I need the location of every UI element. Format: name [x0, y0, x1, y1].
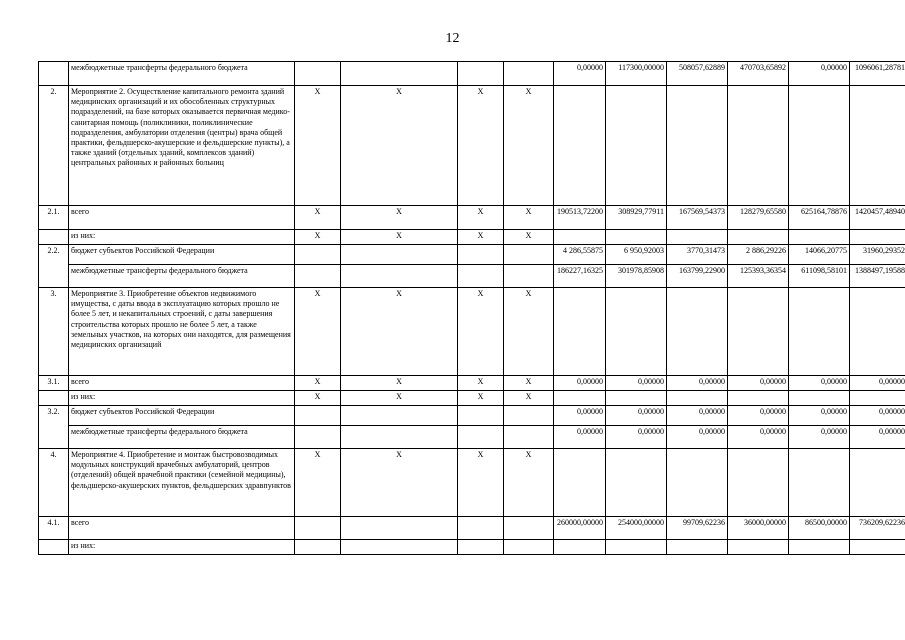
- value-cell: [850, 540, 905, 555]
- table-row: [39, 62, 905, 86]
- value-cell: 508057,62889: [667, 62, 728, 86]
- mark-cell: [458, 265, 504, 288]
- table-row: [39, 86, 905, 206]
- value-cell: [850, 288, 905, 376]
- row-number: 2.: [39, 86, 69, 206]
- value-cell: [606, 230, 667, 245]
- value-cell: [789, 86, 850, 206]
- mark-cell: [504, 406, 554, 426]
- mark-cell: [341, 245, 458, 265]
- value-cell: 1388497,19588: [850, 265, 905, 288]
- row-number: 2.2.: [39, 245, 69, 288]
- mark-cell: [504, 62, 554, 86]
- mark-cell: [295, 406, 341, 426]
- value-cell: 117300,00000: [606, 62, 667, 86]
- mark-cell: [341, 62, 458, 86]
- value-cell: 0,00000: [667, 376, 728, 391]
- table-row: [39, 376, 905, 391]
- value-cell: 0,00000: [850, 376, 905, 391]
- value-cell: 625164,78876: [789, 206, 850, 230]
- mark-cell: [504, 540, 554, 555]
- value-cell: [728, 86, 789, 206]
- table-row: [39, 230, 905, 245]
- value-cell: 260000,00000: [554, 517, 606, 540]
- row-name: Мероприятие 2. Осуществление капитального ремонта зданий медицинских организаций и их обособленных структурных подразделений, на базе которых оказывается первичная медико-санитарная помощь (поликлиники, поликлинические подразделения, амбулатории отделения (центры) врача общей практики, фельдшерско-акушерские и фельдшерские пункты), а также зданий (отдельных зданий, комплексов зданий) центральных районных и районных больниц: [69, 86, 295, 206]
- row-number: [39, 62, 69, 86]
- value-cell: [667, 86, 728, 206]
- row-number: 4.1.: [39, 517, 69, 540]
- mark-cell: [341, 517, 458, 540]
- row-number: [39, 391, 69, 406]
- mark-cell: X: [295, 376, 341, 391]
- mark-cell: [341, 540, 458, 555]
- value-cell: [850, 391, 905, 406]
- value-cell: 1096061,28781: [850, 62, 905, 86]
- row-number: [39, 540, 69, 555]
- mark-cell: [458, 540, 504, 555]
- mark-cell: X: [341, 288, 458, 376]
- row-name: межбюджетные трансферты федерального бюджета: [69, 62, 295, 86]
- value-cell: 99709,62236: [667, 517, 728, 540]
- mark-cell: X: [295, 449, 341, 517]
- value-cell: 0,00000: [554, 426, 606, 449]
- mark-cell: X: [341, 391, 458, 406]
- mark-cell: [295, 62, 341, 86]
- value-cell: [728, 288, 789, 376]
- mark-cell: [458, 62, 504, 86]
- row-name: из них:: [69, 391, 295, 406]
- row-name: из них:: [69, 540, 295, 555]
- mark-cell: [504, 265, 554, 288]
- value-cell: [606, 540, 667, 555]
- mark-cell: X: [504, 376, 554, 391]
- row-number: 4.: [39, 449, 69, 517]
- table-row: [39, 449, 905, 517]
- value-cell: [850, 230, 905, 245]
- mark-cell: X: [504, 288, 554, 376]
- value-cell: [667, 230, 728, 245]
- value-cell: 470703,65892: [728, 62, 789, 86]
- mark-cell: X: [504, 230, 554, 245]
- mark-cell: [295, 245, 341, 265]
- row-name: всего: [69, 376, 295, 391]
- value-cell: 0,00000: [667, 426, 728, 449]
- value-cell: 125393,36354: [728, 265, 789, 288]
- row-name: межбюджетные трансферты федерального бюджета: [69, 265, 295, 288]
- value-cell: [554, 230, 606, 245]
- value-cell: 6 950,92003: [606, 245, 667, 265]
- mark-cell: X: [295, 288, 341, 376]
- mark-cell: X: [458, 206, 504, 230]
- value-cell: [789, 230, 850, 245]
- mark-cell: [295, 540, 341, 555]
- row-number: 3.1.: [39, 376, 69, 391]
- mark-cell: [341, 265, 458, 288]
- mark-cell: [341, 406, 458, 426]
- mark-cell: X: [458, 449, 504, 517]
- budget-table: [38, 61, 905, 555]
- value-cell: [789, 449, 850, 517]
- table-row: [39, 406, 905, 426]
- mark-cell: X: [341, 206, 458, 230]
- value-cell: 86500,00000: [789, 517, 850, 540]
- mark-cell: [504, 426, 554, 449]
- value-cell: 0,00000: [554, 406, 606, 426]
- value-cell: 0,00000: [606, 376, 667, 391]
- row-name: Мероприятие 4. Приобретение и монтаж быстровозводимых модульных конструкций врачебных амбулаторий, центров (отделений) общей врачебной практики (семейной медицины), фельдшерско-акушерских пунктов, фельдшерских здравпунктов: [69, 449, 295, 517]
- value-cell: 0,00000: [606, 426, 667, 449]
- table-row: [39, 426, 905, 449]
- mark-cell: X: [295, 206, 341, 230]
- value-cell: [850, 86, 905, 206]
- value-cell: 0,00000: [667, 406, 728, 426]
- mark-cell: [458, 406, 504, 426]
- value-cell: 2 886,29226: [728, 245, 789, 265]
- value-cell: 0,00000: [554, 376, 606, 391]
- row-name: всего: [69, 517, 295, 540]
- mark-cell: [458, 517, 504, 540]
- value-cell: 301978,85908: [606, 265, 667, 288]
- value-cell: 186227,16325: [554, 265, 606, 288]
- value-cell: 0,00000: [789, 62, 850, 86]
- value-cell: 0,00000: [728, 376, 789, 391]
- mark-cell: [295, 426, 341, 449]
- mark-cell: [458, 426, 504, 449]
- value-cell: [789, 391, 850, 406]
- value-cell: 611098,58101: [789, 265, 850, 288]
- value-cell: [667, 288, 728, 376]
- value-cell: [606, 86, 667, 206]
- value-cell: [728, 449, 789, 517]
- value-cell: 0,00000: [554, 62, 606, 86]
- value-cell: [606, 288, 667, 376]
- mark-cell: X: [341, 86, 458, 206]
- table-row: [39, 245, 905, 265]
- value-cell: [728, 391, 789, 406]
- row-name: из них:: [69, 230, 295, 245]
- mark-cell: [504, 245, 554, 265]
- row-number: 2.1.: [39, 206, 69, 230]
- mark-cell: [341, 426, 458, 449]
- table-row: [39, 288, 905, 376]
- mark-cell: X: [458, 86, 504, 206]
- mark-cell: X: [458, 288, 504, 376]
- mark-cell: X: [504, 86, 554, 206]
- value-cell: [728, 230, 789, 245]
- value-cell: 0,00000: [606, 406, 667, 426]
- mark-cell: X: [504, 391, 554, 406]
- value-cell: 14066,20775: [789, 245, 850, 265]
- row-name: бюджет субъектов Российской Федерации: [69, 406, 295, 426]
- value-cell: 167569,54373: [667, 206, 728, 230]
- value-cell: 0,00000: [789, 406, 850, 426]
- value-cell: 0,00000: [789, 376, 850, 391]
- mark-cell: X: [504, 206, 554, 230]
- value-cell: 4 286,55875: [554, 245, 606, 265]
- value-cell: [606, 449, 667, 517]
- value-cell: 190513,72200: [554, 206, 606, 230]
- value-cell: [554, 449, 606, 517]
- row-name: бюджет субъектов Российской Федерации: [69, 245, 295, 265]
- value-cell: 128279,65580: [728, 206, 789, 230]
- row-number: 3.2.: [39, 406, 69, 449]
- value-cell: 736209,62236: [850, 517, 905, 540]
- value-cell: [850, 449, 905, 517]
- value-cell: 0,00000: [728, 406, 789, 426]
- value-cell: 3770,31473: [667, 245, 728, 265]
- mark-cell: X: [341, 230, 458, 245]
- row-name: всего: [69, 206, 295, 230]
- value-cell: [554, 391, 606, 406]
- value-cell: 1420457,48940: [850, 206, 905, 230]
- row-number: 3.: [39, 288, 69, 376]
- table-row: [39, 206, 905, 230]
- value-cell: [667, 540, 728, 555]
- row-name: межбюджетные трансферты федерального бюджета: [69, 426, 295, 449]
- value-cell: 308929,77911: [606, 206, 667, 230]
- mark-cell: [458, 245, 504, 265]
- value-cell: [728, 540, 789, 555]
- value-cell: 0,00000: [728, 426, 789, 449]
- table-row: [39, 517, 905, 540]
- row-name: Мероприятие 3. Приобретение объектов недвижимого имущества, с даты ввода в эксплуатацию которых прошло не более 5 лет, и некапитальных строений, с даты завершения строительства которых прошло не более 5 лет, а также земельных участков, на которых они находятся, для размещения медицинских организаций: [69, 288, 295, 376]
- value-cell: 0,00000: [850, 426, 905, 449]
- mark-cell: X: [295, 86, 341, 206]
- mark-cell: X: [458, 230, 504, 245]
- mark-cell: [295, 517, 341, 540]
- value-cell: 163799,22900: [667, 265, 728, 288]
- value-cell: [667, 449, 728, 517]
- value-cell: 254000,00000: [606, 517, 667, 540]
- value-cell: [554, 540, 606, 555]
- mark-cell: [504, 517, 554, 540]
- value-cell: 0,00000: [789, 426, 850, 449]
- row-number: [39, 230, 69, 245]
- value-cell: 31960,29352: [850, 245, 905, 265]
- mark-cell: X: [341, 376, 458, 391]
- mark-cell: X: [295, 230, 341, 245]
- value-cell: [789, 540, 850, 555]
- value-cell: 0,00000: [850, 406, 905, 426]
- table-row: [39, 391, 905, 406]
- mark-cell: X: [295, 391, 341, 406]
- mark-cell: X: [458, 391, 504, 406]
- value-cell: [789, 288, 850, 376]
- table-row: [39, 540, 905, 555]
- value-cell: [554, 288, 606, 376]
- value-cell: [554, 86, 606, 206]
- mark-cell: [295, 265, 341, 288]
- value-cell: [667, 391, 728, 406]
- table-row: [39, 265, 905, 288]
- value-cell: 36000,00000: [728, 517, 789, 540]
- value-cell: [606, 391, 667, 406]
- page-number: 12: [445, 31, 460, 46]
- mark-cell: X: [504, 449, 554, 517]
- mark-cell: X: [458, 376, 504, 391]
- mark-cell: X: [341, 449, 458, 517]
